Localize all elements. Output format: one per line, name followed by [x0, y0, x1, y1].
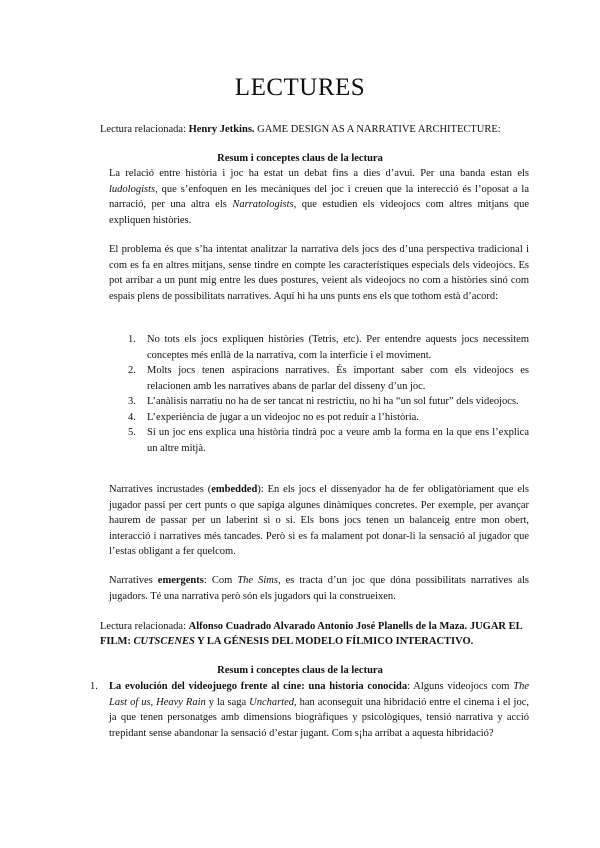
list-item-text: Molts jocs tenen aspiracions narratives. És important saber com els videojocs es relacionen amb les narratives abans de parlar del disseny d’un joc.: [147, 365, 529, 392]
list-item-number: 4.: [128, 411, 136, 423]
list-item-text: Si un joc ens explica una història tindrà poc a veure amb la forma en la que ens l’explica un altre mitjà.: [147, 427, 529, 454]
reading2-summary-heading: [0, 663, 600, 678]
list-item-text: No tots els jocs expliquen històries (Tetris, etc). Per entendre aquests jocs necessitem conceptes més enllà de la narrativa, com la interficie i el moviment.: [147, 334, 529, 361]
reading1-prefix: Lectura relacionada:: [100, 124, 186, 135]
list-item: [128, 410, 529, 426]
list-item-number: 2.: [128, 365, 136, 376]
list-item: [128, 363, 529, 394]
p4-game-the-sims: The Sims: [237, 575, 278, 586]
reading2-prefix: Lectura relacionada:: [100, 621, 186, 632]
list-item: [128, 394, 529, 410]
list-item-text: L’experiència de jugar a un videojoc no es pot reduir a l’història.: [147, 411, 419, 423]
reading1-work-title: GAME DESIGN AS A NARRATIVE ARCHITECTURE:: [257, 124, 501, 135]
list-item: [128, 425, 529, 456]
reading1-paragraph-embedded: [109, 482, 529, 560]
list-item-text-1: : Alguns videojocs com: [407, 681, 514, 692]
list-item-text: L’anàlisis narratiu no ha de ser tancat ni restrictiu, no hi ha “un sol futur” dels videojocs.: [147, 396, 519, 407]
list-item-number: 5.: [128, 427, 136, 438]
reading1-author: Henry Jetkins.: [188, 124, 255, 135]
reading1-paragraph-1: [109, 166, 529, 228]
list-item-number: 1.: [128, 334, 136, 345]
reading2-title-rest: Y LA GÉNESIS DEL MODELO FÍLMICO INTERACTIVO.: [194, 636, 474, 647]
list-item: [90, 679, 529, 741]
reading2-authors: Alfonso Cuadrado Alvarado Antonio José Planells de la Maza.: [188, 621, 468, 632]
p4-text-3: , es tracta d’un joc que dóna possibilitats narratives als jugadors. Té una narrativa però són els jugadors qui la construeixen.: [109, 575, 529, 602]
p4-text-2: : Com: [203, 575, 238, 586]
reading2-reference: [100, 619, 523, 634]
list-item-text-3: han aconseguit una hibridació entre el cinema i el joc, ja que tenen personatges amb dimensions biogràfiques y psicològiques, tensió narrativa y acció trepidant sense abandonar la sensació d’estar jugant. Com s¡ha arribat a aquesta hibridació?: [109, 696, 529, 739]
p1-text-1: La relació entre història i joc ha estat un debat fins a dies d’avui. Per una banda estan els: [109, 168, 529, 179]
list-item-heading: La evolución del videojuego frente al cine: una historia conocida: [109, 681, 408, 692]
reading1-reference: [100, 122, 501, 137]
reading2-summary-heading-text: Resum i conceptes claus de la lectura: [217, 665, 383, 676]
p4-term-emergents: emergents: [157, 575, 204, 586]
reading1-paragraph-2: El problema és que s’ha intentat analitzar la narrativa dels jocs des d’una perspectiva tradicional i com es fa en altres mitjans, sense tindre en compte les característiques especials dels videojocs. Es pot arribar a un punt mig entre les dues postures, veient als videojocs no com a històries sinó com espais plens de possibilitats narratives. Aquí hi ha uns punts ens els que tothom està d’acord:: [109, 244, 529, 302]
list-item: [128, 332, 529, 363]
p1-text-2: que s’enfoquen en les mecàniques del joc i creuen que la interecció és l’oposat a la narració, per una altra els: [109, 183, 529, 210]
list-item-number: 1.: [90, 681, 98, 692]
p1-term-ludologists: ludologists,: [109, 183, 158, 195]
list-item-games-2: Uncharted,: [249, 696, 297, 708]
reading2-title-part1: JUGAR EL: [469, 621, 523, 632]
reading2-title-line2: [100, 634, 473, 649]
reading1-paragraph-emergent: [109, 573, 529, 604]
p4-text-1: Narratives: [109, 575, 158, 586]
list-item-games-1: The Last of us, Heavy Rain: [109, 681, 529, 708]
list-item-number: 3.: [128, 396, 136, 407]
p1-term-narratologists: Narratologists,: [232, 199, 297, 210]
p3-text-2: ): En els jocs el dissenyador ha de fer obligatòriament que els jugador passi per cert punts o que sapiga algunes dinàmiques concretes. Per exemple, per avançar haurem de passar per un laberint si o si. Els bons jocs tenen un balanceig entre mon obert, interacció i narratives més tancades. Però si es fa malament pot donar-li la sensació al jugador que l’estas obligant a fer quelcom.: [109, 484, 529, 557]
reading1-points-list: [128, 332, 529, 456]
reading1-summary-heading-text: Resum i conceptes claus de la lectura: [217, 153, 383, 164]
p3-term-embedded: embedded: [211, 484, 258, 495]
list-item-text-2: y la saga: [205, 696, 250, 708]
p3-text-1: Narratives incrustades (: [109, 484, 212, 495]
p1-text-3: que estudien els videojocs com altres mitjans que expliquen històries.: [109, 199, 530, 226]
reading1-summary-heading: [0, 151, 600, 166]
page-title: LECTURES: [234, 74, 366, 101]
reading2-title-cutscenes: CUTSCENES: [133, 636, 195, 647]
reading2-points-list: [90, 679, 529, 741]
reading2-title-film: FILM:: [100, 636, 134, 647]
